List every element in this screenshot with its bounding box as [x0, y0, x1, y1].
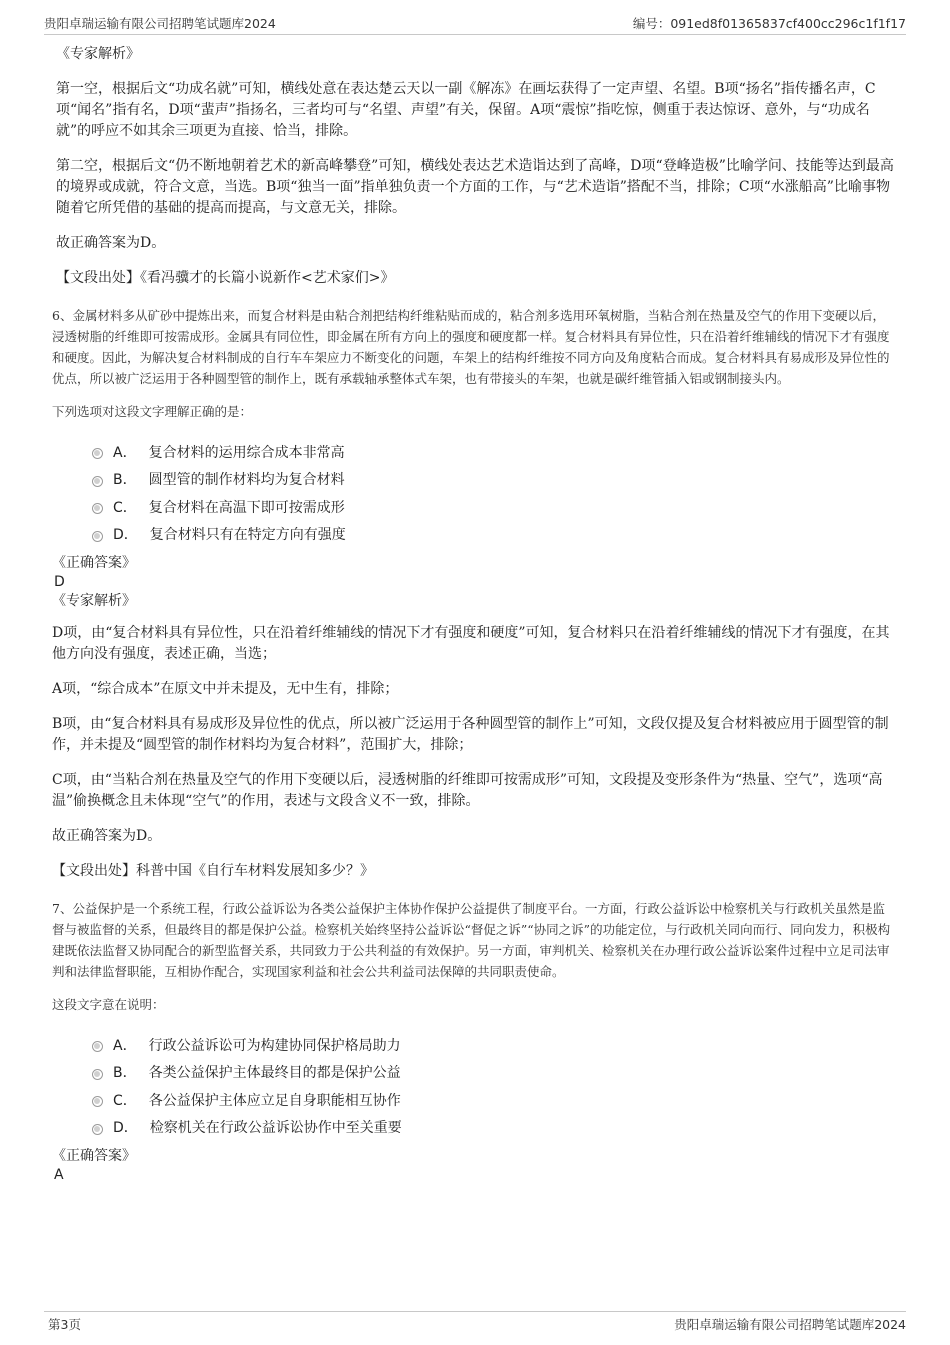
option-c[interactable]	[92, 493, 896, 521]
source-citation: 【文段出处】《看冯骥才的长篇小说新作<艺术家们>》	[56, 270, 395, 286]
answer-label: 《正确答案》	[52, 1148, 136, 1164]
analysis-conclusion: 故正确答案为D。	[56, 235, 166, 251]
analysis-paragraph: B项，由“复合材料具有易成形及异位性的优点，所以被广泛运用于各种圆型管的制作上”可知，文段仅提及复合材料被应用于圆型管的制作，并未提及“圆型管的制作材料均为复合材料”，范围扩大，排除；	[52, 716, 889, 753]
header-title: 贵阳卓瑞运输有限公司招聘笔试题库2024	[44, 16, 276, 31]
radio-icon[interactable]	[92, 1124, 103, 1135]
radio-icon[interactable]	[92, 531, 103, 542]
option-b[interactable]	[92, 466, 896, 494]
analysis-paragraph: C项，由“当粘合剂在热量及空气的作用下变硬以后，浸透树脂的纤维即可按需成形”可知，文段提及变形条件为“热量、空气”，选项“高温”偷换概念且未体现“空气”的作用，表述与文段含义不一致，排除。	[52, 772, 883, 809]
option-text: 圆型管的制作材料均为复合材料	[148, 472, 345, 489]
option-letter: A．	[113, 1037, 137, 1054]
question-prompt: 下列选项对这段文字理解正确的是：	[52, 404, 253, 419]
q6-analysis	[52, 623, 896, 882]
option-list	[92, 438, 896, 548]
option-b[interactable]	[92, 1059, 896, 1087]
radio-icon[interactable]	[92, 1041, 103, 1052]
option-letter: B．	[113, 1065, 137, 1082]
source-citation: 【文段出处】科普中国《自行车材料发展知多少？》	[52, 863, 374, 879]
radio-icon[interactable]	[92, 1069, 103, 1080]
analysis-title: 《专家解析》	[56, 46, 140, 62]
option-list	[92, 1031, 896, 1141]
question-text: 6、金属材料多从矿砂中提炼出来，而复合材料是由粘合剂把结构纤维粘贴而成的，粘合剂多选用环氧树脂，当粘合剂在热量及空气的作用下变硬以后，浸透树脂的纤维即可按需成形。金属具有同位性，即金属在所有方向上的强度和硬度都一样。复合材料具有异位性，只在沿着纤维辅线的情况下才有强度和硬度。因此，为解决复合材料制成的自行车车架应力不断变化的问题，车架上的结构纤维按不同方向及角度粘合而成。复合材料具有易成形及异位性的优点，所以被广泛运用于各种圆型管的制作上，既有承载轴承整体式车架，也有带接头的车架，也就是碳纤维管插入铝或钢制接头内。	[52, 308, 890, 386]
option-letter: B．	[113, 472, 137, 489]
option-text: 各类公益保护主体最终目的都是保护公益	[148, 1065, 401, 1082]
radio-icon[interactable]	[92, 503, 103, 514]
page-footer	[44, 1311, 906, 1335]
option-letter: C．	[113, 499, 137, 516]
option-c[interactable]	[92, 1086, 896, 1114]
option-d[interactable]	[92, 1114, 896, 1142]
radio-icon[interactable]	[92, 1096, 103, 1107]
question-7	[52, 898, 896, 1185]
page-number: 第3页	[48, 1317, 81, 1332]
page-content	[52, 44, 896, 1185]
correct-answer: A	[54, 1167, 64, 1183]
footer-title: 贵阳卓瑞运输有限公司招聘笔试题库2024	[674, 1317, 906, 1332]
option-d[interactable]	[92, 521, 896, 549]
analysis-paragraph: 第一空，根据后文“功成名就”可知，横线处意在表达楚云天以一副《解冻》在画坛获得了一定声望、名望。B项“扬名”指传播名声，C项“闻名”指有名，D项“蜚声”指扬名，三者均可与“名望、声望”有关，保留。A项“震惊”指吃惊，侧重于表达惊讶、意外，与“功成名就”的呼应不如其余三项更为直接、恰当，排除。	[56, 81, 876, 139]
analysis-conclusion: 故正确答案为D。	[52, 828, 162, 844]
option-letter: D．	[113, 527, 138, 544]
option-letter: A．	[113, 444, 137, 461]
radio-icon[interactable]	[92, 476, 103, 487]
option-letter: C．	[113, 1092, 137, 1109]
analysis-title: 《专家解析》	[52, 593, 136, 609]
radio-icon[interactable]	[92, 448, 103, 459]
option-text: 复合材料的运用综合成本非常高	[148, 444, 345, 461]
option-a[interactable]	[92, 438, 896, 466]
question-text: 7、公益保护是一个系统工程，行政公益诉讼为各类公益保护主体协作保护公益提供了制度平台。一方面，行政公益诉讼中检察机关与行政机关虽然是监督与被监督的关系，但最终目的都是保护公益。检察机关始终坚持公益诉讼“督促之诉”“协同之诉”的功能定位，与行政机关同向而行、同向发力，积极构建既依法监督又协同配合的新型监督关系，共同致力于公共利益的有效保护。另一方面，审判机关、检察机关在办理行政公益诉讼案件过程中立足司法审判和法律监督职能，互相协作配合，实现国家利益和社会公共利益司法保障的共同职责使命。	[52, 901, 891, 979]
option-text: 各公益保护主体应立足自身职能相互协作	[148, 1092, 401, 1109]
option-letter: D．	[113, 1120, 138, 1137]
page-header	[44, 12, 906, 35]
analysis-paragraph: D项，由“复合材料具有异位性，只在沿着纤维辅线的情况下才有强度和硬度”可知，复合材料只在沿着纤维辅线的情况下才有强度，在其他方向没有强度，表述正确，当选；	[52, 625, 890, 662]
answer-label: 《正确答案》	[52, 555, 136, 571]
document-id: 编号：091ed8f01365837cf400cc296c1f1f17	[632, 16, 906, 31]
option-text: 复合材料在高温下即可按需成形	[148, 499, 345, 516]
option-text: 行政公益诉讼可为构建协同保护格局助力	[148, 1037, 401, 1054]
option-text: 复合材料只有在特定方向有强度	[149, 527, 346, 544]
q5-analysis	[56, 44, 896, 289]
option-text: 检察机关在行政公益诉讼协作中至关重要	[149, 1120, 402, 1137]
question-prompt: 这段文字意在说明：	[52, 997, 165, 1012]
question-6	[52, 305, 896, 882]
correct-answer: D	[54, 574, 65, 590]
analysis-paragraph: A项，“综合成本”在原文中并未提及，无中生有，排除；	[52, 681, 399, 697]
option-a[interactable]	[92, 1031, 896, 1059]
analysis-paragraph: 第二空，根据后文“仍不断地朝着艺术的新高峰攀登”可知，横线处表达艺术造诣达到了高峰，D项“登峰造极”比喻学问、技能等达到最高的境界或成就，符合文意，当选。B项“独当一面”指单独负责一个方面的工作，与“艺术造诣”搭配不当，排除；C项“水涨船高”比喻事物随着它所凭借的基础的提高而提高，与文意无关，排除。	[56, 158, 894, 216]
